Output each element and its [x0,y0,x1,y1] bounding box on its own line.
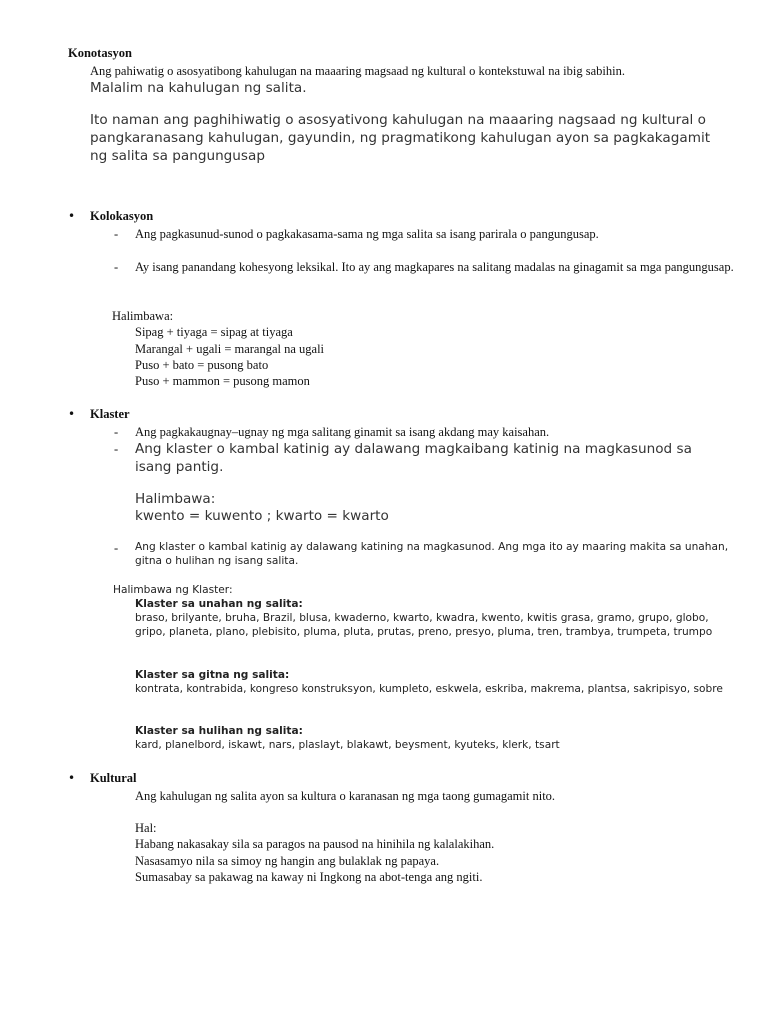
klaster-gitna-words: kontrata, kontrabida, kongreso konstruksyon, kumpleto, eskwela, eskriba, makrema, plantsa, sakripisyo, sobre [135,683,723,695]
konotasyon-para2: Ito naman ang paghihiwatig o asosyativong kahulugan na maaaring nagsaad ng kultural o pangkaranasang kahulugan, gayundin, ng pragmatikong kahulugan ayon sa pagkakagamit ng salita sa pangungusap [90,112,711,164]
kultural-example: Sumasabay sa pakawag na kaway ni Ingkong na abot-tenga ang ngiti. [135,870,483,884]
klaster-unahan-title: Klaster sa unahan ng salita: [135,598,303,610]
kolokasyon-example-label: Halimbawa: [112,309,174,323]
konotasyon-line2: Malalim na kahulugan ng salita. [90,80,307,96]
kultural-example: Nasasamyo nila sa simoy ng hangin ang bulaklak ng papaya. [135,854,440,868]
klaster-item2: Ang klaster o kambal katinig ay dalawang magkaibang katinig na magkasunod sa isang pantig. [135,441,692,475]
klaster-hulihan-words: kard, planelbord, iskawt, nars, plaslayt, blakawt, beysment, kyuteks, klerk, tsart [135,739,560,751]
klaster-item1: Ang pagkakaugnay–ugnay ng mga salitang ginamit sa isang akdang may kaisahan. [135,425,550,439]
klaster-unahan-words [135,611,735,639]
dash: - [114,541,119,555]
bullet: • [68,209,76,223]
klaster-hulihan-title: Klaster sa hulihan ng salita: [135,725,303,737]
dash: - [114,227,119,241]
kolokasyon-item1: Ang pagkasunud-sunod o pagkakasama-sama ng mga salita sa isang parirala o pangungusap. [135,227,599,241]
kolokasyon-example: Sipag + tiyaga = sipag at tiyaga [135,325,293,339]
klaster-examples-heading: Halimbawa ng Klaster: [113,584,233,596]
kultural-definition: Ang kahulugan ng salita ayon sa kultura o karanasan ng mga taong gumagamit nito. [135,789,556,803]
kolokasyon-example: Puso + mammon = pusong mamon [135,374,310,388]
kolokasyon-example: Marangal + ugali = marangal na ugali [135,342,325,356]
kolokasyon-title: Kolokasyon [90,209,154,223]
dash: - [114,260,119,274]
bullet: • [68,407,76,421]
kolokasyon-example: Puso + bato = pusong bato [135,358,269,372]
bullet: • [68,771,76,785]
klaster-gitna-title: Klaster sa gitna ng salita: [135,669,290,681]
kultural-example: Habang nakasakay sila sa paragos na pausod na hinihila ng kalalakihan. [135,837,495,851]
klaster-title: Klaster [90,407,130,421]
klaster-unahan-words-text: braso, brilyante, bruha, Brazil, blusa, kwaderno, kwarto, kwadra, kwento, kwitis grasa, gramo, grupo, globo, gripo, planeta, plano, plebisito, pluma, pluta, prutas, preno, presyo, pluma, tren, trambya, trumpeta, trumpo [135,612,713,638]
kultural-hal-label: Hal: [135,821,157,835]
kolokasyon-item2: Ay isang panandang kohesyong leksikal. Ito ay ang magkapares na salitang madalas na ginagamit sa mga pangungusap. [135,260,734,274]
dash: - [114,425,119,439]
klaster-example: kwento = kuwento ; kwarto = kwarto [135,508,389,524]
dash: - [114,442,119,456]
konotasyon-title: Konotasyon [68,46,132,60]
kultural-title: Kultural [90,771,137,785]
konotasyon-line1: Ang pahiwatig o asosyatibong kahulugan na maaaring magsaad ng kultural o kontekstuwal na ibig sabihin. [90,64,625,78]
klaster-item3: Ang klaster o kambal katinig ay dalawang katining na magkasunod. Ang mga ito ay maaring makita sa unahan, gitna o hulihan ng isang salita. [135,541,729,567]
klaster-example-label: Halimbawa: [135,491,216,507]
